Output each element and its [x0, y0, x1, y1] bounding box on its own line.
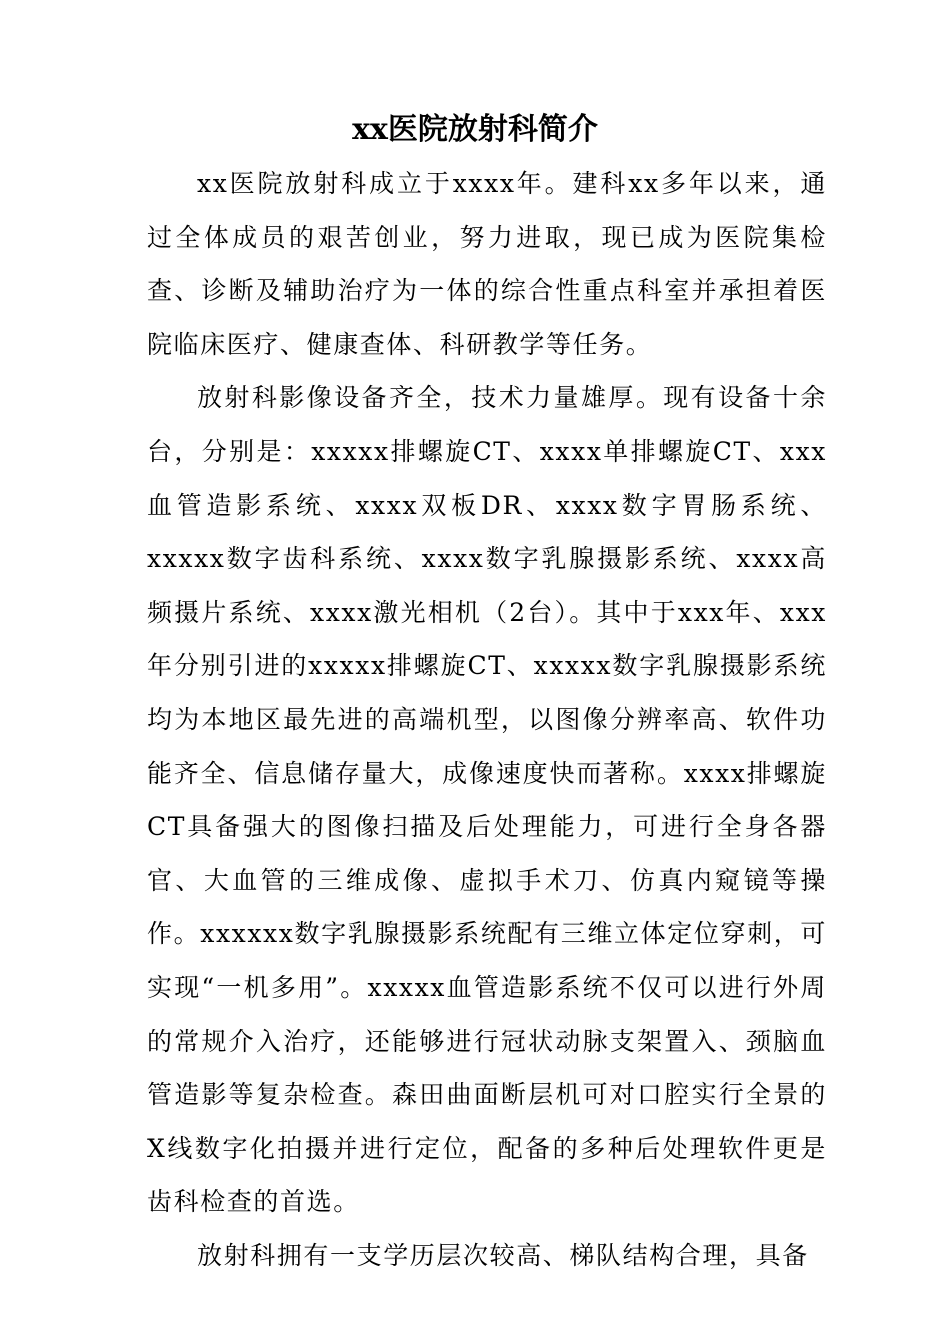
- document-title: xx医院放射科简介: [352, 112, 598, 147]
- paragraph-equipment: 放射科影像设备齐全，技术力量雄厚。现有设备十余台，分别是：xxxxx排螺旋CT、xxxx单排螺旋CT、xxx血管造影系统、xxxx双板DR、xxxx数字胃肠系统、xxxxx数字齿科系统、xxxx数字乳腺摄影系统、xxxx高频摄片系统、xxxx激光相机（2台）。其中于xxx年、xxx年分别引进的xxxxx排螺旋CT、xxxxx数字乳腺摄影系统均为本地区最先进的高端机型，以图像分辨率高、软件功能齐全、信息储存量大，成像速度快而著称。xxxx排螺旋CT具备强大的图像扫描及后处理能力，可进行全身各器官、大血管的三维成像、虚拟手术刀、仿真内窥镜等操作。xxxxxx数字乳腺摄影系统配有三维立体定位穿刺，可实现“一机多用”。xxxxx血管造影系统不仅可以进行外周的常规介入治疗，还能够进行冠状动脉支架置入、颈脑血管造影等复杂检查。森田曲面断层机可对口腔实行全景的X线数字化拍摄并进行定位，配备的多种后处理软件更是齿科检查的首选。: [147, 383, 827, 1217]
- paragraph-staff: 放射科拥有一支学历层次较高、梯队结构合理，具备: [197, 1240, 809, 1270]
- document-body: [147, 157, 827, 1282]
- paragraph-intro: xx医院放射科成立于xxxx年。建科xx多年以来，通过全体成员的艰苦创业，努力进取，现已成为医院集检查、诊断及辅助治疗为一体的综合性重点科室并承担着医院临床医疗、健康查体、科研教学等任务。: [147, 169, 827, 359]
